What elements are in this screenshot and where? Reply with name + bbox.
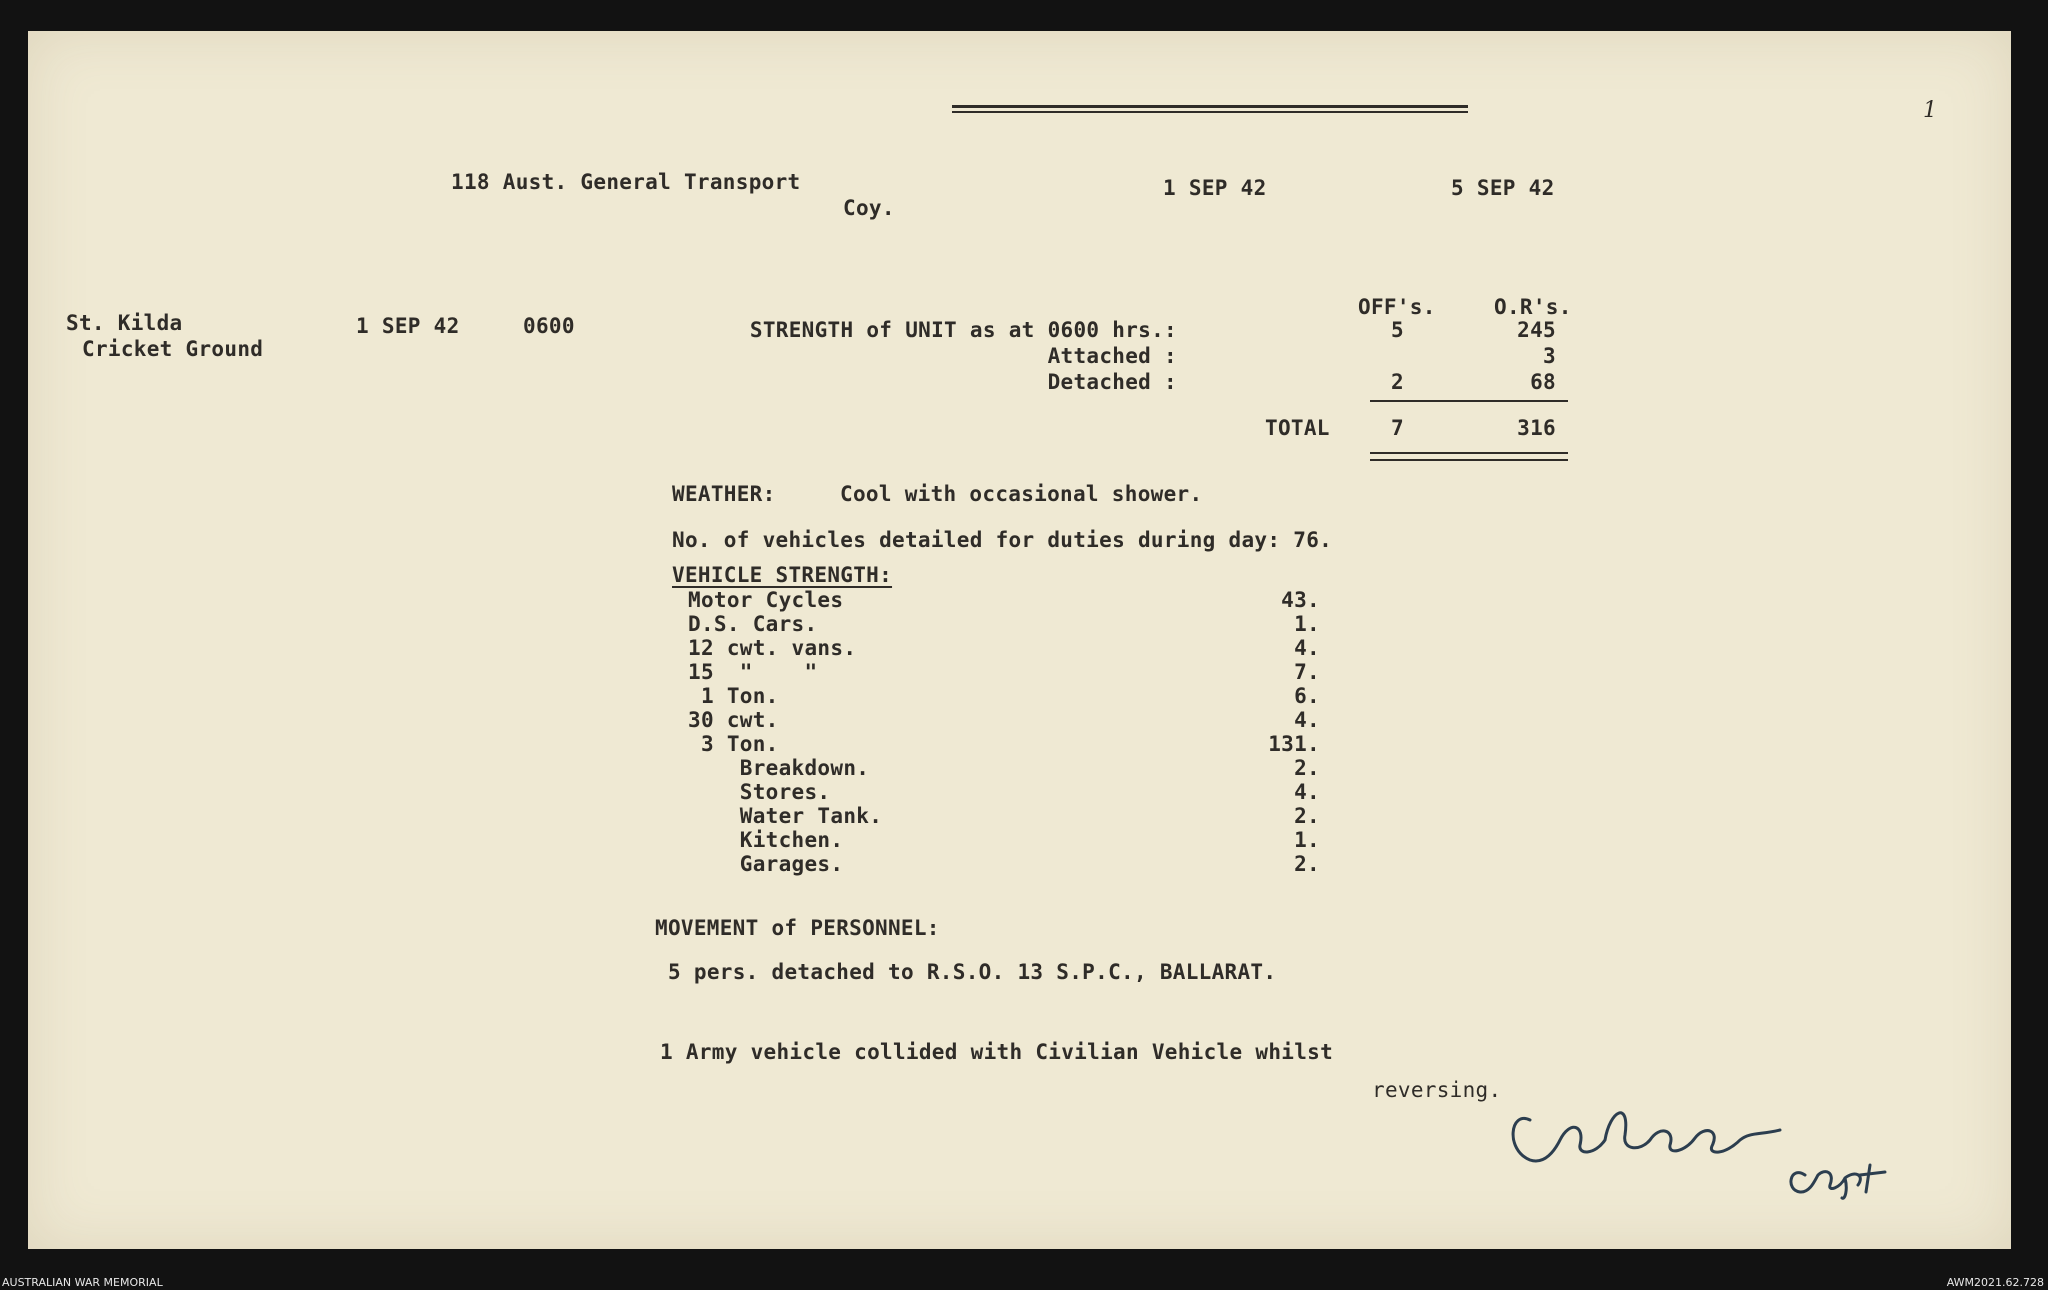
total-ors: 316: [1517, 416, 1556, 440]
detached-label: Detached :: [1047, 370, 1177, 394]
detached-offrs: 2: [1391, 370, 1404, 394]
page-mark: 1: [1923, 98, 1938, 123]
vehicle-name: 15 " ": [688, 660, 818, 684]
entry-date: 1 SEP 42: [356, 314, 460, 338]
document-page: [28, 31, 2011, 1249]
vehicle-count: 131.: [1268, 732, 1320, 756]
col-offrs: OFF's.: [1358, 295, 1436, 319]
vehicle-name: D.S. Cars.: [688, 612, 818, 636]
movement-text: 5 pers. detached to R.S.O. 13 S.P.C., BALLARAT.: [668, 960, 1277, 984]
vehicle-count: 2.: [1294, 756, 1320, 780]
signature: [1500, 1080, 1920, 1200]
vehicle-name: 3 Ton.: [688, 732, 779, 756]
place-line1: St. Kilda: [66, 311, 183, 335]
strength-row-ors: 245: [1517, 318, 1556, 342]
place-line2: Cricket Ground: [82, 337, 264, 361]
vehicle-count: 4.: [1294, 708, 1320, 732]
vehicle-name: 1 Ton.: [688, 684, 779, 708]
vehicle-count: 2.: [1294, 852, 1320, 876]
entry-time: 0600: [523, 314, 575, 338]
vehicle-name: Garages.: [688, 852, 844, 876]
vehicle-count: 6.: [1294, 684, 1320, 708]
date-from: 1 SEP 42: [1163, 176, 1267, 200]
detached-ors: 68: [1530, 370, 1556, 394]
footer-archive-name: AUSTRALIAN WAR MEMORIAL: [2, 1276, 163, 1289]
vehicle-name: Breakdown.: [688, 756, 870, 780]
vehicle-name: 12 cwt. vans.: [688, 636, 857, 660]
attached-ors: 3: [1543, 344, 1556, 368]
vehicle-name: 30 cwt.: [688, 708, 779, 732]
vehicle-name: Motor Cycles: [688, 588, 844, 612]
vehicles-detailed: No. of vehicles detailed for duties during day: 76.: [672, 528, 1333, 552]
movement-heading: MOVEMENT of PERSONNEL:: [655, 916, 940, 940]
date-to: 5 SEP 42: [1451, 176, 1555, 200]
strength-row-label: STRENGTH of UNIT as at 0600 hrs.:: [749, 318, 1177, 342]
total-rule-2: [1370, 459, 1568, 461]
top-rule: [952, 105, 1468, 108]
top-rule-2: [952, 111, 1468, 113]
incident-line2: reversing.: [1372, 1078, 1502, 1102]
vehicle-count: 1.: [1294, 828, 1320, 852]
unit-title: 118 Aust. General Transport: [451, 170, 801, 194]
total-rule: [1370, 452, 1568, 454]
vehicle-name: Kitchen.: [688, 828, 844, 852]
subtotal-rule: [1370, 400, 1568, 402]
vehicle-count: 4.: [1294, 780, 1320, 804]
incident-line1: 1 Army vehicle collided with Civilian Vehicle whilst: [660, 1040, 1334, 1064]
strength-row-offrs: 5: [1391, 318, 1404, 342]
vehicle-strength-heading: VEHICLE STRENGTH:: [672, 563, 893, 587]
weather-text: Cool with occasional shower.: [840, 482, 1203, 506]
vehicle-count: 7.: [1294, 660, 1320, 684]
total-offrs: 7: [1391, 416, 1404, 440]
weather-label: WEATHER:: [672, 482, 776, 506]
vehicle-count: 2.: [1294, 804, 1320, 828]
unit-title-line2: Coy.: [843, 196, 895, 220]
col-ors: O.R's.: [1494, 295, 1572, 319]
total-label: TOTAL: [1265, 416, 1330, 440]
footer-archive-id: AWM2021.62.728: [1946, 1276, 2044, 1289]
vehicle-count: 4.: [1294, 636, 1320, 660]
vehicle-name: Water Tank.: [688, 804, 883, 828]
signature-scrawl-icon: [1500, 1080, 1920, 1200]
attached-label: Attached :: [1047, 344, 1177, 368]
vehicle-name: Stores.: [688, 780, 831, 804]
vehicle-count: 43.: [1281, 588, 1320, 612]
vehicle-count: 1.: [1294, 612, 1320, 636]
